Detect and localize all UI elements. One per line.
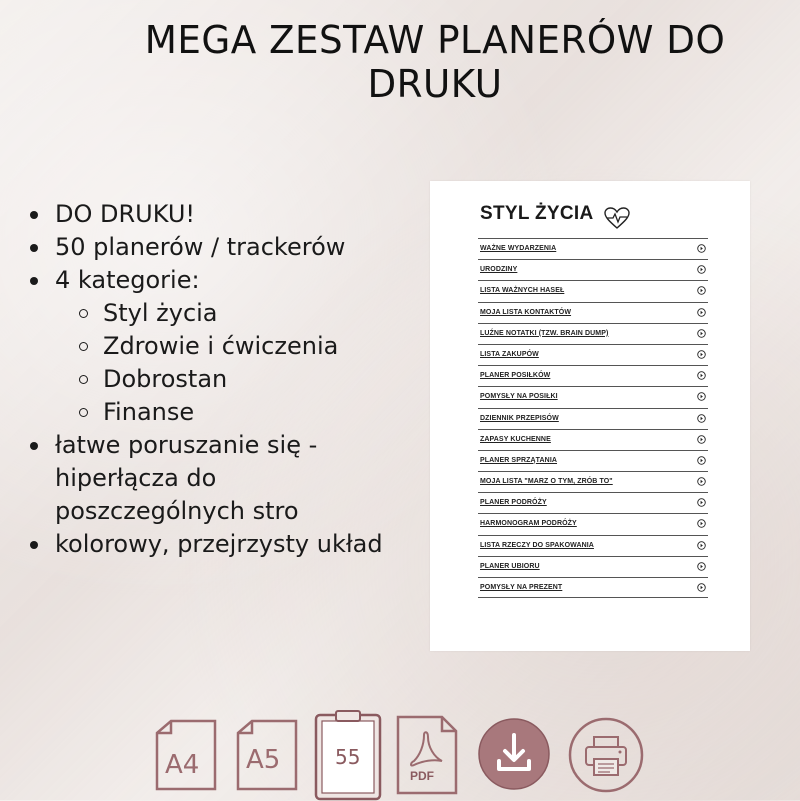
- category-item: Styl życia: [55, 297, 408, 330]
- feature-item: DO DRUKU!: [28, 198, 408, 231]
- toc-link[interactable]: LUŹNE NOTATKI (TZW. BRAIN DUMP): [480, 329, 609, 337]
- page-title: MEGA ZESTAW PLANERÓW DO DRUKU: [144, 18, 726, 106]
- planner-page-preview: [430, 181, 750, 651]
- toc-row[interactable]: [478, 365, 708, 386]
- toc-row[interactable]: [478, 577, 708, 598]
- toc-link[interactable]: PLANER PODRÓŻY: [480, 499, 547, 507]
- toc-row[interactable]: [478, 408, 708, 429]
- feature-list: [28, 198, 408, 561]
- a5-label: A5: [246, 745, 281, 775]
- arrow-circle-icon[interactable]: [697, 456, 706, 465]
- page-count: 55: [335, 745, 361, 769]
- feature-item: łatwe poruszanie się - hiperłącza do poszczególnych stro: [28, 429, 408, 528]
- preview-title: STYL ŻYCIA: [480, 203, 594, 224]
- arrow-circle-icon[interactable]: [697, 371, 706, 380]
- toc-link[interactable]: ZAPASY KUCHENNE: [480, 435, 551, 443]
- feature-item: kolorowy, przejrzysty układ: [28, 528, 408, 561]
- toc-row[interactable]: [478, 429, 708, 450]
- arrow-circle-icon[interactable]: [697, 265, 706, 274]
- category-item: Dobrostan: [55, 363, 408, 396]
- toc-link[interactable]: POMYSŁY NA POSIŁKI: [480, 393, 558, 401]
- toc-row[interactable]: [478, 556, 708, 577]
- toc-row[interactable]: [478, 344, 708, 365]
- toc-link[interactable]: PLANER POSIŁKÓW: [480, 372, 551, 380]
- pdf-label: PDF: [410, 769, 434, 783]
- toc-link[interactable]: HARMONOGRAM PODRÓŻY: [480, 520, 577, 528]
- toc-link[interactable]: WAŻNE WYDARZENIA: [480, 245, 557, 252]
- arrow-circle-icon[interactable]: [697, 350, 706, 359]
- toc-row[interactable]: [478, 386, 708, 407]
- category-item: Finanse: [55, 396, 408, 429]
- arrow-circle-icon[interactable]: [697, 308, 706, 317]
- toc-link[interactable]: MOJA LISTA "MARZ O TYM, ZRÓB TO": [480, 478, 613, 486]
- toc-link[interactable]: LISTA RZECZY DO SPAKOWANIA: [480, 541, 594, 549]
- arrow-circle-icon[interactable]: [697, 286, 706, 295]
- toc-row[interactable]: [478, 535, 708, 556]
- toc-link[interactable]: LISTA WAŻNYCH HASEŁ: [480, 287, 565, 295]
- arrow-circle-icon[interactable]: [697, 562, 706, 571]
- toc-row[interactable]: [478, 302, 708, 323]
- toc-link[interactable]: POMYSŁY NA PREZENT: [480, 584, 563, 591]
- feature-item: [28, 264, 408, 429]
- pdf-file-icon: [396, 715, 458, 795]
- toc-row[interactable]: [478, 450, 708, 471]
- toc-row[interactable]: [478, 259, 708, 280]
- toc-link[interactable]: PLANER UBIORU: [480, 562, 540, 570]
- printer-icon: [568, 717, 644, 793]
- toc-link[interactable]: URODZINY: [480, 266, 518, 274]
- arrow-circle-icon[interactable]: [697, 583, 706, 592]
- toc-link[interactable]: LISTA ZAKUPÓW: [480, 350, 539, 358]
- toc-link[interactable]: PLANER SPRZĄTANIA: [480, 456, 558, 464]
- category-item: Zdrowie i ćwiczenia: [55, 330, 408, 363]
- download-icon: [477, 717, 551, 791]
- arrow-circle-icon[interactable]: [697, 435, 706, 444]
- arrow-circle-icon[interactable]: [697, 477, 706, 486]
- toc-row[interactable]: [478, 471, 708, 492]
- table-of-contents: [478, 238, 708, 598]
- feature-item-label: 4 kategorie:: [55, 266, 200, 294]
- arrow-circle-icon[interactable]: [697, 498, 706, 507]
- arrow-circle-icon[interactable]: [697, 519, 706, 528]
- toc-link[interactable]: DZIENNIK PRZEPISÓW: [480, 414, 559, 422]
- a4-label: A4: [165, 750, 200, 780]
- heartbeat-icon: [603, 206, 631, 230]
- arrow-circle-icon[interactable]: [697, 329, 706, 338]
- toc-row[interactable]: [478, 323, 708, 344]
- toc-row[interactable]: [478, 513, 708, 534]
- toc-row[interactable]: [478, 238, 708, 259]
- arrow-circle-icon[interactable]: [697, 244, 706, 253]
- feature-icons: [0, 705, 800, 800]
- arrow-circle-icon[interactable]: [697, 541, 706, 550]
- feature-item: 50 planerów / trackerów: [28, 231, 408, 264]
- toc-row[interactable]: [478, 492, 708, 513]
- arrow-circle-icon[interactable]: [697, 392, 706, 401]
- arrow-circle-icon[interactable]: [697, 414, 706, 423]
- toc-link[interactable]: MOJA LISTA KONTAKTÓW: [480, 308, 572, 316]
- category-list: [55, 297, 408, 429]
- toc-row[interactable]: [478, 280, 708, 301]
